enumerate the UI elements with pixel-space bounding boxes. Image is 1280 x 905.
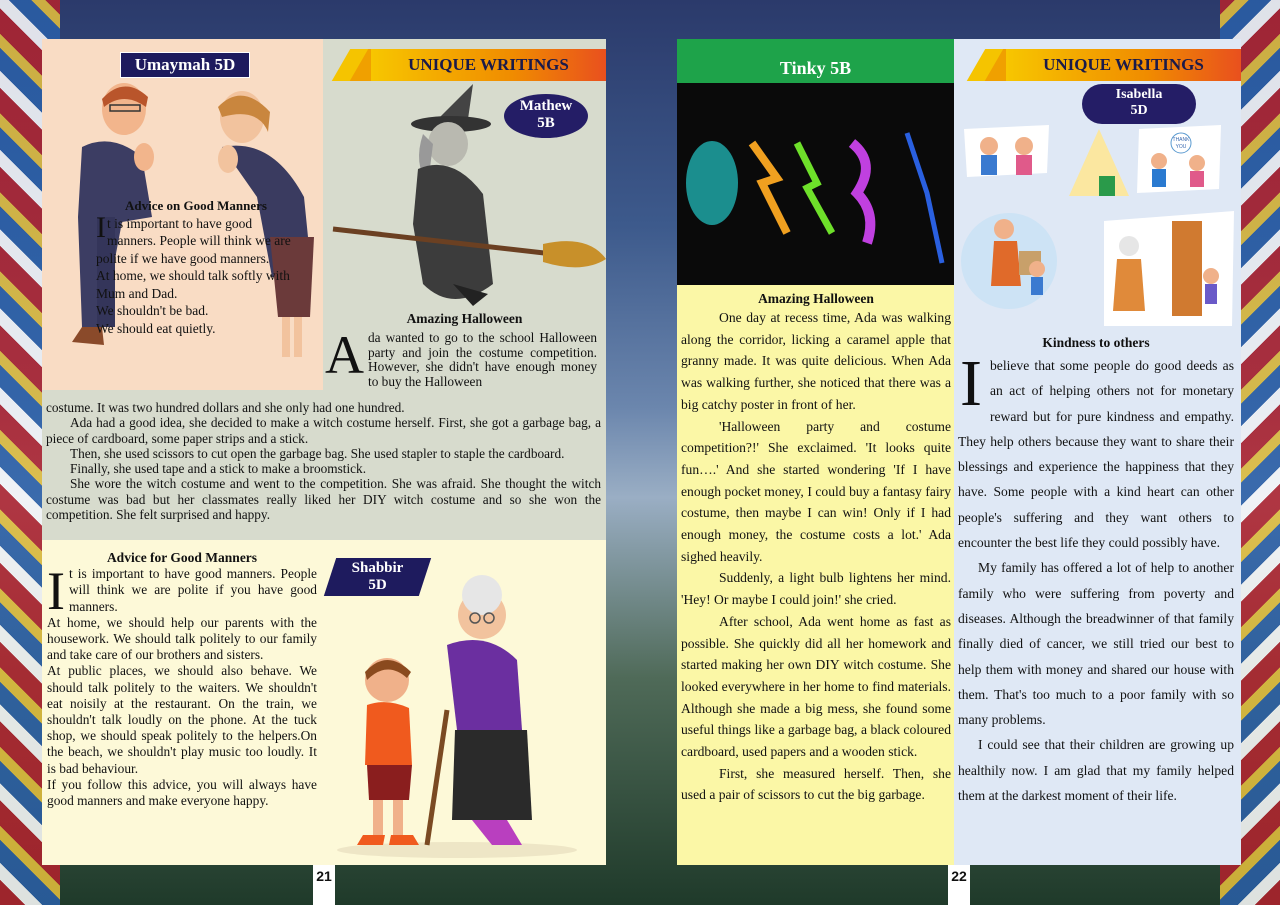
page-21: [42, 39, 606, 865]
isabella-section: [954, 39, 1241, 865]
mathew-paragraph-5: She wore the witch costume and went to the competition. She was afraid. She thought the witch costume was bad but her classmates really liked her DIY witch costume and so she won the competition. She felt surprised and happy.: [46, 476, 601, 523]
mathew-paragraph-3: Then, she used scissors to cut open the garbage bag. She used stapler to staple the cardboard.: [70, 445, 565, 461]
witch-illustration: [323, 84, 606, 309]
tinky-paragraph-3: Suddenly, a light bulb lightens her mind. 'Hey! Or maybe I could join!' she cried.: [681, 570, 951, 608]
umaymah-line-1: t is important to have good manners. People will think we are polite if we have good manners.: [96, 215, 291, 266]
mathew-intro-text: [325, 325, 597, 389]
unique-writings-banner-2: [976, 49, 1241, 81]
mathew-intro: da wanted to go to the school Halloween party and join the costume competition. However, she didn't have enough money to buy the Halloween: [368, 330, 597, 389]
umaymah-text: [96, 197, 296, 337]
umaymah-line-2: At home, we should talk softly with Mum and Dad.: [96, 268, 290, 301]
isabella-author-text: Isabella 5D: [1115, 87, 1163, 118]
mathew-continued-section: [42, 390, 606, 540]
author-label-isabella: [1082, 84, 1196, 124]
shabbir-paragraph-1: At home, we should help our parents with the housework. We should talk politely to our family and take care of our brothers and sisters.: [47, 614, 317, 663]
isabella-heading: Kindness to others: [1042, 335, 1150, 350]
isabella-dropcap: I: [960, 347, 982, 420]
thank-you-sign-line-2: YOU: [1175, 144, 1187, 150]
child-helping-grandmother-illustration: [327, 560, 602, 860]
unique-writings-banner: [341, 49, 606, 81]
author-label-tinky: Tinky 5B: [677, 39, 954, 83]
umaymah-heading: Advice on Good Manners: [125, 198, 267, 213]
shabbir-heading: Advice for Good Manners: [106, 550, 258, 565]
umaymah-line-3: We shouldn't be bad.: [96, 303, 209, 318]
mathew-dropcap: A: [325, 325, 364, 385]
mathew-paragraph-2: Ada had a good idea, she decided to make a witch costume herself. First, she got a garbage bag, a piece of cardboard, some paper strips and a stick.: [46, 415, 601, 446]
mathew-paragraph-1: costume. It was two hundred dollars and she only had one hundred.: [46, 400, 405, 415]
tinky-paragraph-1: One day at recess time, Ada was walking along the corridor, licking a caramel apple that granny made. It was quite delicious. When Ada was walking further, she noticed that there was a big catchy poster in front of her.: [681, 310, 951, 412]
page-number-21: 21: [313, 865, 335, 905]
isabella-intro: believe that some people do good deeds as an act of helping others not for monetary reward but for pure kindness and empathy. They help others because they want to share their blessings and experience the happiness that they have. Some people with a kind heart can other people's suffering and they want others to encounter the best life they could possibly have.: [958, 358, 1234, 551]
isabella-paragraph-2: I could see that their children are growing up healthily now. I am glad that my family helped them at the darkest moment of their life.: [958, 737, 1234, 804]
author-label-mathew: Mathew 5B: [504, 94, 588, 138]
mathew-body: [46, 400, 601, 522]
umaymah-dropcap: I: [96, 210, 106, 244]
mathew-heading: Amazing Halloween: [406, 311, 523, 326]
shabbir-paragraph-3: If you follow this advice, you will always have good manners and make everyone happy.: [47, 776, 317, 809]
banner-title: UNIQUE WRITINGS: [371, 49, 606, 81]
thank-you-sign-line-1: THANK: [1172, 137, 1190, 143]
tinky-paragraph-4: After school, Ada went home as fast as possible. She quickly did all her homework and started making her own DIY witch costume. She looked everywhere in her home to find materials. Although she made a big mess, she found some useful things like a garbage bag, a black coloured cardboard, used papers and a wooden stick.: [681, 613, 951, 760]
magic-effects-illustration: [677, 83, 954, 285]
shabbir-text: [47, 550, 317, 809]
shabbir-paragraph-2: At public places, we should also behave. We should talk politely to the waiters. We shouldn't eat noisily at the restaurant. On the train, we shouldn't talk loudly on the phone. At the tuck shop, we should speak politely to the helpers.On the beach, we shouldn't play music too loudly. It is bad behaviour.: [47, 663, 317, 776]
shabbir-author-text: Shabbir 5D: [351, 560, 404, 593]
tinky-heading: Amazing Halloween: [758, 291, 874, 306]
banner-title-2: UNIQUE WRITINGS: [1006, 49, 1241, 81]
author-label-umaymah: Umaymah 5D: [120, 52, 250, 78]
tinky-paragraph-5: First, she measured herself. Then, she used a pair of scissors to cut the big garbage.: [681, 765, 951, 803]
umaymah-line-4: We should eat quietly.: [96, 320, 216, 336]
kindness-illustration: [959, 121, 1239, 331]
page-number-22: 22: [948, 865, 970, 905]
umaymah-section: [42, 39, 323, 390]
shabbir-intro: t is important to have good manners. People will think we are polite if you have good manners.: [68, 566, 317, 614]
isabella-text: [958, 333, 1234, 808]
isabella-paragraph-1: My family has offered a lot of help to another family who were suffering from poverty and diseases. Although the breadwinner of that family finally died of cancer, we still tried our best to help them with money and shared our house with them. That's too much to a poor family with so many problems.: [958, 560, 1234, 728]
tinky-section: [677, 39, 954, 865]
shabbir-dropcap: I: [47, 561, 65, 622]
mathew-paragraph-4: Finally, she used tape and a stick to make a broomstick.: [70, 461, 367, 477]
page-22: [677, 39, 1241, 865]
shabbir-section: [42, 540, 606, 865]
tinky-paragraph-2: 'Halloween party and costume competition?!' She exclaimed. 'It looks quite fun….' And she started wondering 'If I have enough pocket money, I could buy a fantasy fairy costume, then maybe I can win! Only if I had enough money, the costume costs a lot.' Ada sighed heavily.: [681, 418, 951, 564]
tinky-text: [681, 291, 951, 806]
